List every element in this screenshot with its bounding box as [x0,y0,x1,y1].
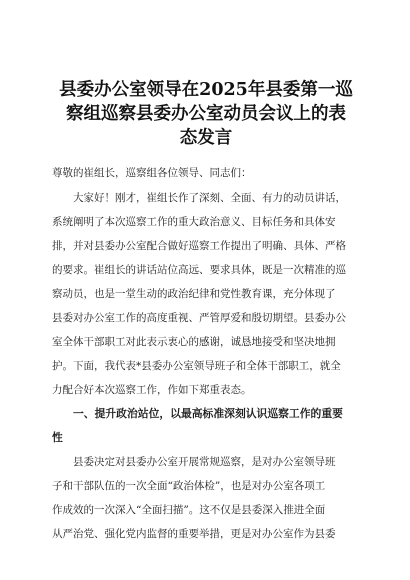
paragraph-line: 察动员，也是一堂生动的政治纪律和党性教育课，充分体现了 [52,288,336,300]
paragraph-line: 作成效的一次深入“全面扫描”。这不仅是县委深入推进全面 [52,504,326,516]
heading-line: 一、提升政治站位，以最高标准深刻认识巡察工作的重要 [73,407,343,420]
paragraph-line: 系统阐明了本次巡察工作的重大政治意义、目标任务和具体安 [52,216,336,228]
title-line: 察组巡察县委办公室动员会议上的表 [66,104,346,124]
paragraph-line: 室全体干部职工对此表示衷心的感谢，诚恳地接受和坚决地拥 [52,336,336,348]
document-title [52,78,360,150]
title-line: 县委办公室领导在2025年县委第一巡 [59,80,353,100]
title-line: 态发言 [179,128,233,148]
heading-line: 性 [52,431,63,444]
section-heading [52,402,360,450]
paragraph-section-one [52,450,360,546]
paragraph-line: 子和干部队伍的一次全面“政治体检”，也是对办公室各项工 [52,480,326,492]
paragraph-line: 从严治党、强化党内监督的重要举措，更是对办公室作为县委 [52,528,336,540]
paragraph-line: 县委对办公室工作的高度重视、严管厚爱和殷切期望。县委办公 [52,312,346,324]
paragraph-line: 排，并对县委办公室配合做好巡察工作提出了明确、具体、严格 [52,240,346,252]
paragraph-line: 县委决定对县委办公室开展常规巡察，是对办公室领导班 [73,456,336,468]
paragraph-opening [52,186,360,402]
paragraph-line: 力配合好本次巡察工作，作如下郑重表态。 [52,384,252,396]
paragraph-line: 大家好！刚才，崔组长作了深刻、全面、有力的动员讲话， [73,192,346,204]
paragraph-line: 护。下面，我代表*县委办公室领导班子和全体干部职工，就全 [52,360,341,372]
paragraph-line: 的要求。崔组长的讲话站位高远、要求具体，既是一次精准的巡 [52,264,346,276]
salutation: 尊敬的崔组长，巡察组各位领导、同志们： [52,167,252,179]
